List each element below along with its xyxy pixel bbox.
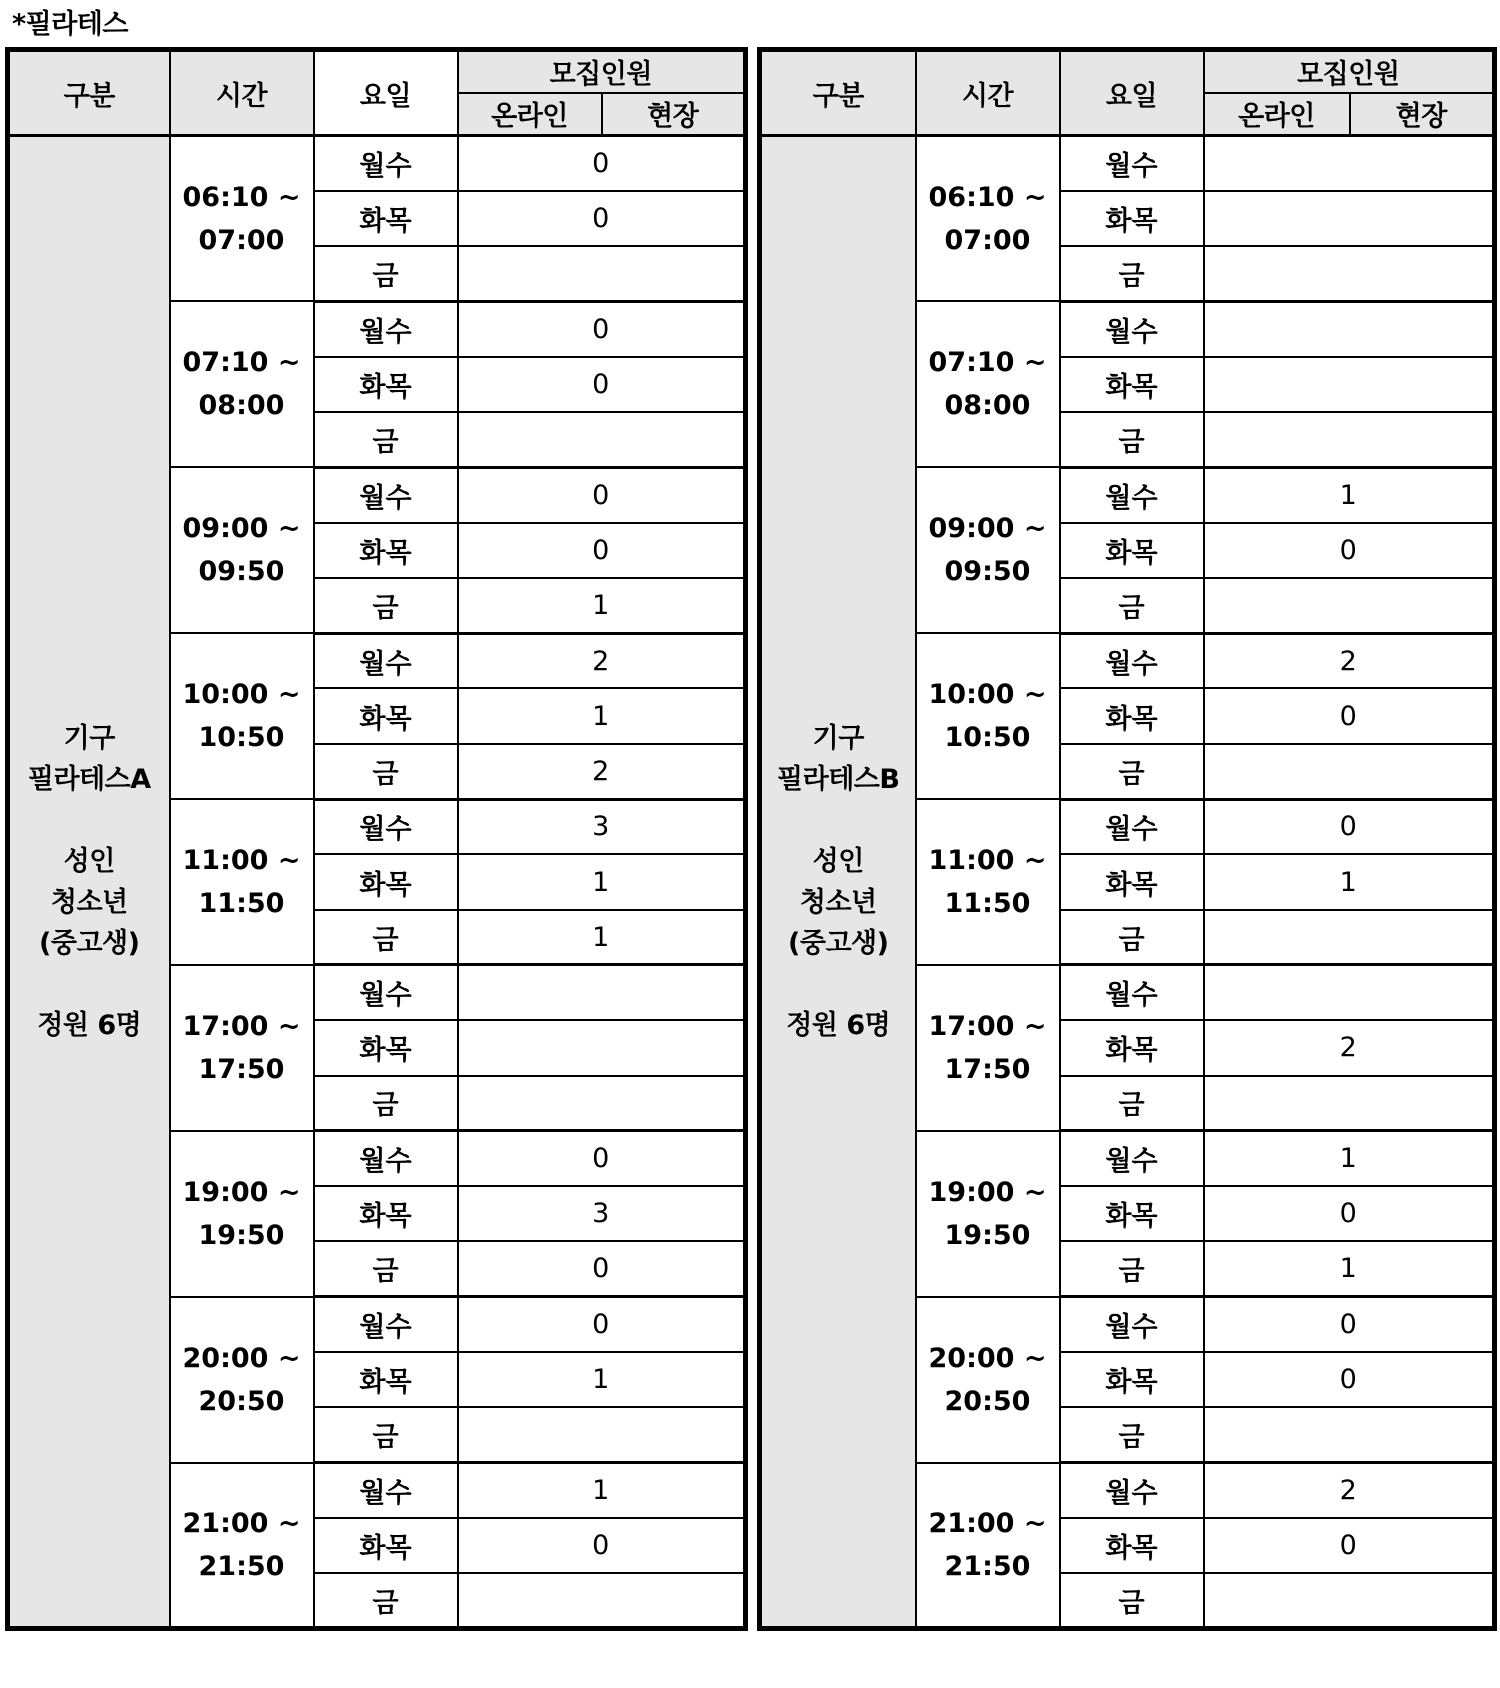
time-start: 19:00 ~ bbox=[928, 1176, 1047, 1208]
time-slot-cell bbox=[916, 136, 1060, 302]
recruit-count-cell: 2 bbox=[1204, 1463, 1495, 1518]
header-category: 구분 bbox=[760, 50, 916, 136]
recruit-count-cell: 1 bbox=[458, 1352, 746, 1407]
day-cell: 월수 bbox=[1060, 1131, 1204, 1186]
day-cell: 화목 bbox=[314, 1518, 458, 1573]
day-cell: 금 bbox=[1060, 1241, 1204, 1296]
time-end: 19:50 bbox=[944, 1219, 1031, 1251]
category-line: 필라테스A bbox=[27, 763, 151, 795]
recruit-count-cell: 0 bbox=[458, 1131, 746, 1186]
time-start: 09:00 ~ bbox=[182, 513, 301, 545]
recruit-count-cell bbox=[458, 1407, 746, 1462]
recruit-count-cell: 1 bbox=[458, 578, 746, 633]
time-end: 09:50 bbox=[198, 556, 285, 588]
day-cell: 금 bbox=[314, 1241, 458, 1296]
day-cell: 금 bbox=[1060, 1573, 1204, 1628]
time-start: 07:10 ~ bbox=[182, 347, 301, 379]
recruit-count-cell bbox=[1204, 412, 1495, 467]
time-start: 21:00 ~ bbox=[182, 1507, 301, 1539]
day-cell: 월수 bbox=[1060, 136, 1204, 191]
recruit-count-cell bbox=[458, 1020, 746, 1075]
header-day: 요일 bbox=[314, 50, 458, 136]
time-start: 17:00 ~ bbox=[928, 1010, 1047, 1042]
time-slot-cell bbox=[170, 965, 314, 1131]
day-cell: 금 bbox=[1060, 1076, 1204, 1131]
time-start: 17:00 ~ bbox=[182, 1010, 301, 1042]
recruit-count-cell: 0 bbox=[458, 523, 746, 578]
table-body bbox=[8, 136, 746, 1629]
recruit-count-cell: 2 bbox=[1204, 1020, 1495, 1075]
time-slot-cell bbox=[170, 1131, 314, 1297]
recruit-count-cell: 1 bbox=[458, 688, 746, 743]
header-onsite: 현장 bbox=[1350, 93, 1495, 136]
time-start: 06:10 ~ bbox=[182, 181, 301, 213]
day-cell: 월수 bbox=[1060, 633, 1204, 688]
time-start: 10:00 ~ bbox=[928, 679, 1047, 711]
time-end: 10:50 bbox=[198, 722, 285, 754]
category-line: 정원 6명 bbox=[37, 1009, 142, 1041]
recruit-count-cell: 3 bbox=[458, 799, 746, 854]
recruit-count-cell bbox=[1204, 191, 1495, 246]
day-cell: 금 bbox=[314, 1407, 458, 1462]
recruit-count-cell: 0 bbox=[1204, 1186, 1495, 1241]
day-cell: 금 bbox=[1060, 412, 1204, 467]
day-cell: 월수 bbox=[314, 1131, 458, 1186]
recruit-count-cell bbox=[1204, 965, 1495, 1020]
recruit-count-cell bbox=[458, 1573, 746, 1628]
category-line: 청소년 bbox=[50, 886, 128, 918]
time-slot-cell bbox=[170, 799, 314, 965]
time-slot-cell bbox=[170, 301, 314, 467]
time-slot-cell bbox=[170, 1463, 314, 1629]
day-cell: 금 bbox=[1060, 910, 1204, 965]
schedule-table-a bbox=[5, 47, 748, 1631]
header-online: 온라인 bbox=[458, 93, 602, 136]
day-cell: 화목 bbox=[314, 191, 458, 246]
category-line: 기구 bbox=[63, 722, 115, 754]
day-cell: 금 bbox=[1060, 744, 1204, 799]
recruit-count-cell: 1 bbox=[1204, 854, 1495, 909]
recruit-count-cell bbox=[458, 965, 746, 1020]
day-cell: 월수 bbox=[314, 633, 458, 688]
category-line bbox=[10, 800, 169, 841]
recruit-count-cell: 0 bbox=[458, 357, 746, 412]
time-start: 11:00 ~ bbox=[928, 845, 1047, 876]
recruit-count-cell: 0 bbox=[1204, 1297, 1495, 1352]
time-end: 07:00 bbox=[944, 224, 1031, 256]
time-slot-cell bbox=[916, 467, 1060, 633]
header-recruit: 모집인원 bbox=[458, 50, 746, 93]
day-cell: 화목 bbox=[1060, 191, 1204, 246]
recruit-count-cell: 0 bbox=[1204, 799, 1495, 854]
day-cell: 월수 bbox=[1060, 467, 1204, 522]
day-cell: 화목 bbox=[1060, 1352, 1204, 1407]
time-end: 17:50 bbox=[944, 1053, 1031, 1085]
time-end: 20:50 bbox=[198, 1385, 285, 1417]
time-slot-cell bbox=[916, 301, 1060, 467]
recruit-count-cell: 0 bbox=[458, 191, 746, 246]
header-online: 온라인 bbox=[1204, 93, 1350, 136]
recruit-count-cell: 0 bbox=[458, 1518, 746, 1573]
day-cell: 화목 bbox=[314, 523, 458, 578]
time-start: 11:00 ~ bbox=[182, 845, 301, 876]
recruit-count-cell: 0 bbox=[458, 1297, 746, 1352]
day-cell: 화목 bbox=[314, 1186, 458, 1241]
recruit-count-cell: 2 bbox=[458, 744, 746, 799]
day-cell: 금 bbox=[1060, 246, 1204, 301]
day-cell: 화목 bbox=[1060, 1518, 1204, 1573]
day-cell: 화목 bbox=[1060, 1186, 1204, 1241]
recruit-count-cell: 1 bbox=[458, 910, 746, 965]
recruit-count-cell: 1 bbox=[458, 1463, 746, 1518]
header-time: 시간 bbox=[170, 50, 314, 136]
time-end: 08:00 bbox=[944, 390, 1031, 422]
recruit-count-cell bbox=[1204, 301, 1495, 356]
schedule-table-b bbox=[757, 47, 1497, 1631]
time-slot-cell bbox=[916, 965, 1060, 1131]
recruit-count-cell: 0 bbox=[458, 301, 746, 356]
day-cell: 화목 bbox=[314, 1020, 458, 1075]
day-cell: 화목 bbox=[1060, 357, 1204, 412]
day-cell: 화목 bbox=[1060, 854, 1204, 909]
time-start: 10:00 ~ bbox=[182, 679, 301, 711]
time-start: 09:00 ~ bbox=[928, 513, 1047, 545]
day-cell: 월수 bbox=[314, 136, 458, 191]
day-cell: 화목 bbox=[314, 854, 458, 909]
recruit-count-cell bbox=[458, 412, 746, 467]
day-cell: 월수 bbox=[1060, 1463, 1204, 1518]
recruit-count-cell: 1 bbox=[1204, 1241, 1495, 1296]
header-recruit: 모집인원 bbox=[1204, 50, 1495, 93]
recruit-count-cell: 2 bbox=[1204, 633, 1495, 688]
recruit-count-cell: 1 bbox=[1204, 1131, 1495, 1186]
category-line: 필라테스B bbox=[777, 763, 900, 795]
category-line: 성인 bbox=[63, 845, 115, 877]
recruit-count-cell bbox=[1204, 1407, 1495, 1462]
recruit-count-cell: 1 bbox=[1204, 467, 1495, 522]
day-cell: 화목 bbox=[314, 688, 458, 743]
category-line: 청소년 bbox=[799, 886, 877, 918]
time-end: 17:50 bbox=[198, 1053, 285, 1085]
time-end: 11:50 bbox=[944, 888, 1031, 919]
day-cell: 월수 bbox=[1060, 1297, 1204, 1352]
recruit-count-cell: 0 bbox=[458, 136, 746, 191]
time-start: 06:10 ~ bbox=[928, 181, 1047, 213]
time-start: 07:10 ~ bbox=[928, 347, 1047, 379]
day-cell: 월수 bbox=[314, 1297, 458, 1352]
day-cell: 금 bbox=[314, 246, 458, 301]
time-start: 19:00 ~ bbox=[182, 1176, 301, 1208]
day-cell: 월수 bbox=[1060, 301, 1204, 356]
time-start: 20:00 ~ bbox=[928, 1342, 1047, 1374]
time-start: 21:00 ~ bbox=[928, 1507, 1047, 1539]
day-cell: 금 bbox=[314, 578, 458, 633]
day-cell: 월수 bbox=[1060, 799, 1204, 854]
day-cell: 화목 bbox=[1060, 1020, 1204, 1075]
recruit-count-cell: 0 bbox=[458, 1241, 746, 1296]
time-start: 20:00 ~ bbox=[182, 1342, 301, 1374]
category-line bbox=[762, 964, 915, 1005]
recruit-count-cell bbox=[1204, 1573, 1495, 1628]
day-cell: 금 bbox=[314, 744, 458, 799]
time-end: 21:50 bbox=[198, 1550, 285, 1582]
recruit-count-cell bbox=[1204, 578, 1495, 633]
recruit-count-cell bbox=[1204, 136, 1495, 191]
header-time: 시간 bbox=[916, 50, 1060, 136]
category-line: (중고생) bbox=[39, 927, 140, 959]
category-line bbox=[762, 800, 915, 841]
time-end: 07:00 bbox=[198, 224, 285, 256]
time-end: 09:50 bbox=[944, 556, 1031, 588]
day-cell: 금 bbox=[314, 412, 458, 467]
time-slot-cell bbox=[916, 799, 1060, 965]
day-cell: 월수 bbox=[314, 799, 458, 854]
time-end: 20:50 bbox=[944, 1385, 1031, 1417]
table-row bbox=[760, 136, 1495, 191]
time-end: 19:50 bbox=[198, 1219, 285, 1251]
page-title: *필라테스 bbox=[12, 9, 128, 40]
recruit-count-cell: 0 bbox=[1204, 688, 1495, 743]
recruit-count-cell: 2 bbox=[458, 633, 746, 688]
day-cell: 월수 bbox=[314, 965, 458, 1020]
day-cell: 금 bbox=[1060, 1407, 1204, 1462]
category-line: 성인 bbox=[812, 845, 864, 877]
recruit-count-cell: 1 bbox=[458, 854, 746, 909]
time-slot-cell bbox=[170, 136, 314, 302]
time-end: 08:00 bbox=[198, 390, 285, 422]
recruit-count-cell: 0 bbox=[1204, 1518, 1495, 1573]
day-cell: 금 bbox=[1060, 578, 1204, 633]
time-slot-cell bbox=[170, 467, 314, 633]
time-end: 21:50 bbox=[944, 1550, 1031, 1582]
category-cell bbox=[8, 136, 170, 1629]
time-slot-cell bbox=[170, 1297, 314, 1463]
recruit-count-cell: 0 bbox=[458, 467, 746, 522]
recruit-count-cell: 3 bbox=[458, 1186, 746, 1241]
recruit-count-cell: 0 bbox=[1204, 1352, 1495, 1407]
category-cell bbox=[760, 136, 916, 1629]
recruit-count-cell bbox=[458, 246, 746, 301]
day-cell: 월수 bbox=[314, 467, 458, 522]
recruit-count-cell bbox=[1204, 246, 1495, 301]
category-line: 기구 bbox=[812, 722, 864, 754]
time-slot-cell bbox=[916, 1131, 1060, 1297]
recruit-count-cell bbox=[1204, 744, 1495, 799]
day-cell: 화목 bbox=[314, 1352, 458, 1407]
header-category: 구분 bbox=[8, 50, 170, 136]
table-row bbox=[8, 136, 746, 191]
time-slot-cell bbox=[916, 633, 1060, 799]
day-cell: 금 bbox=[314, 1076, 458, 1131]
day-cell: 화목 bbox=[314, 357, 458, 412]
day-cell: 금 bbox=[314, 1573, 458, 1628]
recruit-count-cell bbox=[1204, 910, 1495, 965]
time-end: 11:50 bbox=[198, 888, 285, 919]
header-day: 요일 bbox=[1060, 50, 1204, 136]
table-body bbox=[760, 136, 1495, 1629]
time-slot-cell bbox=[916, 1463, 1060, 1629]
recruit-count-cell: 0 bbox=[1204, 523, 1495, 578]
day-cell: 월수 bbox=[314, 1463, 458, 1518]
category-line bbox=[10, 964, 169, 1005]
day-cell: 월수 bbox=[314, 301, 458, 356]
header-onsite: 현장 bbox=[602, 93, 746, 136]
day-cell: 화목 bbox=[1060, 523, 1204, 578]
recruit-count-cell bbox=[1204, 357, 1495, 412]
time-slot-cell bbox=[916, 1297, 1060, 1463]
category-line: (중고생) bbox=[788, 927, 889, 959]
time-end: 10:50 bbox=[944, 722, 1031, 754]
time-slot-cell bbox=[170, 633, 314, 799]
day-cell: 화목 bbox=[1060, 688, 1204, 743]
recruit-count-cell bbox=[458, 1076, 746, 1131]
day-cell: 금 bbox=[314, 910, 458, 965]
day-cell: 월수 bbox=[1060, 965, 1204, 1020]
category-line: 정원 6명 bbox=[786, 1009, 891, 1041]
recruit-count-cell bbox=[1204, 1076, 1495, 1131]
